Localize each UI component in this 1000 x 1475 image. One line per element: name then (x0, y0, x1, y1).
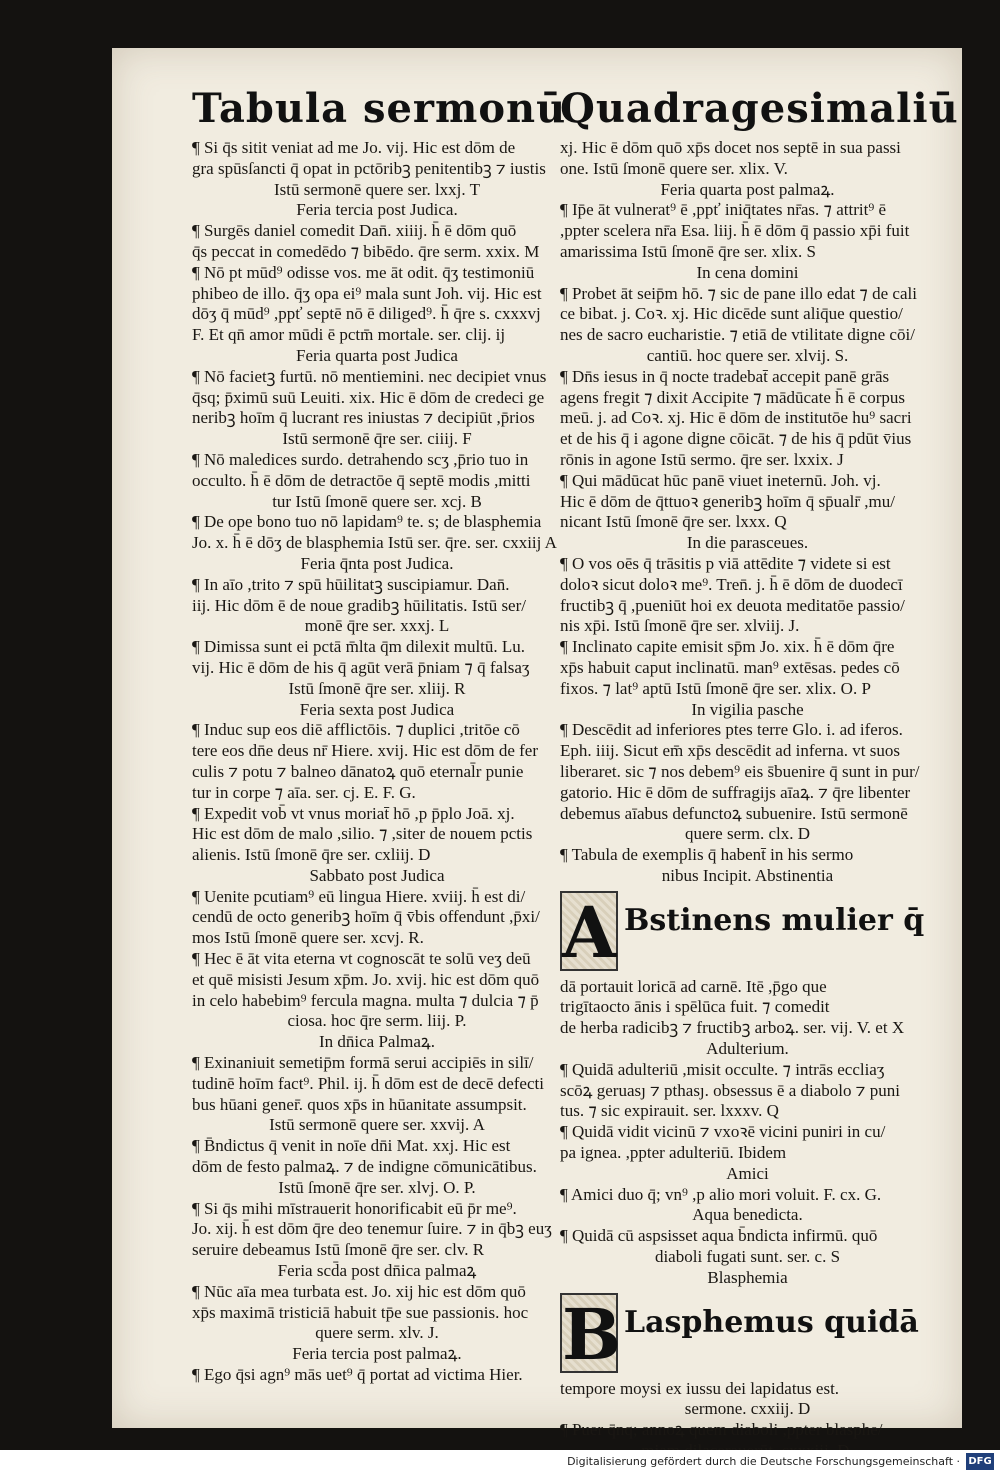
text-line: tur Istū ſmonē quere ser. xcj. B (272, 491, 482, 511)
text-line: cendū de octo generibꝫ hoīm q̄ v̄bis offendunt ,p̄xi/ (192, 907, 540, 927)
text-line: Istū sermonē q̄re ser. ciiij. F (282, 429, 472, 449)
right-column-text-abstinentia (560, 977, 935, 1289)
text-line: ¶ Nō pt mūd⁹ odisse vos. me āt odit. q̄ʒ testimoniū (192, 262, 535, 282)
text-line: meū. j. ad Coꝛ. xj. Hic ē dōm de institutōe hu⁹ sacri (560, 408, 912, 428)
text-line: monē q̄re ser. xxxj. L (304, 616, 450, 636)
text-line: ¶ Quidā cū aspsisset aqua b̄ndicta infirmū. quō (560, 1226, 878, 1246)
text-line: Sabbato post Judica (309, 865, 445, 885)
text-line: Feria sexta post Judica (299, 699, 455, 719)
text-line: in celo habebim⁹ fercula magna. multa ⁊ dulcia ⁊ p̄ (192, 990, 539, 1010)
text-line: ¶ Nō maledices surdo. detrahendo scʒ ,p̄rio tuo in (192, 449, 529, 469)
text-line: alienis. Istū ſmonē q̄re ser. cxliij. D (192, 845, 431, 865)
text-line: Feria quarta post Judica (296, 345, 458, 365)
text-line: F. Et qn̄ amor mūdi ē pctm̄ mortale. ser. clij. ij (192, 325, 506, 345)
text-line: nis xp̄i. Istū ſmonē q̄re ser. xlviij. J. (560, 616, 800, 636)
text-line: trigītaocto ānis i spēlūca fuit. ⁊ comedit (560, 997, 830, 1017)
text-line: Istū ſmonē q̄re ser. xliij. R (288, 678, 466, 698)
initial-block-a (560, 891, 935, 973)
text-line: ¶ Uenite pcutiam⁹ eū lingua Hiere. xviij. h̄ est di/ (192, 886, 526, 906)
text-line: ¶ Amici duo q̄; vn⁹ ,p alio mori voluit. F. cx. G. (560, 1184, 882, 1204)
text-line: ,ppter scelera nr̄a Esa. liij. h̄ ē dōm q̄ passio xp̄i fuit (560, 221, 910, 241)
text-line: amarissima Istū ſmonē q̄re ser. xlix. S (560, 241, 816, 261)
text-line: Jo. xij. h̄ est dōm q̄re deo tenemur ſuire. ⁊ in q̄bꝫ euʒ (192, 1219, 552, 1239)
footer-credit: Digitalisierung gefördert durch die Deutsche Forschungsgemeinschaft · (567, 1455, 960, 1468)
text-line: ¶ De ope bono tuo nō lapidam⁹ te. s; de blasphemia (192, 512, 542, 532)
initial-block-b (560, 1293, 935, 1375)
text-line: ¶ Nūc aīa mea turbata est. Jo. xij hic est dōm quō (192, 1281, 526, 1301)
text-line: de herba radicibꝫ ⁊ fructibꝫ arboꝝ. ser. vij. V. et X (560, 1018, 905, 1038)
text-line: liberaret. sic ⁊ nos debem⁹ eis s̄buenire q̄ sunt in pur/ (560, 761, 920, 781)
footer-bar (0, 1450, 1000, 1475)
text-line: fructibꝫ q̄ ,pueniūt hoi ex deuota meditatōe passio/ (560, 595, 905, 615)
text-line: xj. Hic ē dōm quō xp̄s docet nos septē in sua passi (560, 138, 901, 157)
text-line: xp̄s maximā tristiciā habuit tp̄e sue passionis. hoc (192, 1302, 529, 1322)
text-line: seruire debeamus Istū ſmonē q̄re ser. clv. R (192, 1240, 485, 1260)
text-line: quere serm. clx. D (684, 824, 811, 844)
text-line: Aqua benedicta. (692, 1205, 803, 1225)
text-line: Feria quarta post palmaꝝ. (660, 179, 835, 199)
text-line: ¶ Hec ē āt vita eterna vt cognoscāt te solū veʒ deū (192, 949, 531, 969)
text-line: rōnis in agone Istū sermo. q̄re ser. lxxix. J (560, 449, 844, 469)
text-line: tempore moysi ex iussu dei lapidatus est. (560, 1378, 840, 1398)
text-line: Feria q̄nta post Judica. (300, 553, 454, 573)
text-line: ¶ Probet āt seip̄m hō. ⁊ sic de pane illo edat ⁊ de cali (560, 283, 917, 303)
text-line: quere serm. xlv. J. (315, 1323, 439, 1343)
text-line: one. Istū ſmonē quere ser. xlix. V. (560, 158, 788, 178)
text-line: iij. Hic dōm ē de noue gradibꝫ hūilitatis. Istū ser/ (192, 595, 526, 615)
text-line: Istū ſmonē q̄re ser. xlvj. O. P. (278, 1177, 476, 1197)
text-line: cantiū. hoc quere ser. xlvij. S. (646, 345, 849, 365)
text-line: ¶ B̄ndictus q̄ venit in noīe dn̄i Mat. xxj. Hic est (192, 1136, 511, 1156)
text-line: tur in corpe ⁊ aīa. ser. cj. E. F. G. (192, 782, 416, 802)
text-line: dā portauit loricā ad carnē. Itē ,p̄go que (560, 976, 827, 996)
text-line: nes de sacro eucharistie. ⁊ etiā de vtilitate digne cōi/ (560, 325, 915, 345)
right-column-text (560, 138, 935, 887)
text-line: phibeo de illo. q̄ʒ opa ei⁹ mala sunt Joh. vij. Hic est (192, 283, 542, 303)
text-line: gatorio. Hic ē dōm de suffragijs aīaꝝ. ⁊ q̄re libenter (560, 782, 911, 802)
text-line: diaboli fugati sunt. ser. c. S (654, 1247, 841, 1267)
text-line: ¶ Ego q̄si agn⁹ mās uet⁹ q̄ portat ad victima Hier. (192, 1365, 523, 1385)
text-line: tudinē hoīm fact⁹. Phil. ij. h̄ dōm est de decē defecti (192, 1073, 544, 1093)
text-line: ¶ Si q̄s sitit veniat ad me Jo. vij. Hic est dōm de (192, 138, 516, 157)
right-column-title: Quadragesimaliū (560, 85, 959, 132)
text-line: tere eos dn̄e deus nr̄ Hiere. xvij. Hic est dōm de fer (192, 741, 539, 761)
text-line: ¶ Quidā vidit vicinū ⁊ vxoꝛē vicini puniri in cu/ (560, 1122, 886, 1142)
text-line: ¶ Inclinato capite emisit sp̄m Jo. xix. h̄ ē dōm q̄re (560, 637, 895, 657)
text-line: nicant Istū ſmonē q̄re ser. lxxx. Q (560, 512, 787, 532)
text-line: Feria tercia post palmaꝝ. (292, 1344, 462, 1364)
text-line: doloꝛ sicut doloꝛ me⁹. Tren̄. j. h̄ ē dōm de duodecī (560, 574, 903, 594)
left-column-text (192, 138, 562, 1386)
text-line: Feria scd̄a post dn̄ica palmaꝝ (277, 1261, 477, 1281)
text-line: dōm de festo palmaꝝ. ⁊ de indigne cōmunicātibus. (192, 1157, 537, 1177)
text-line: Blasphemia (707, 1267, 788, 1287)
text-line: ¶ Expedit vob̄ vt vnus moriat̄ hō ,p p̄plo Joā. xj. (192, 803, 515, 823)
text-line: Hic est dōm de malo ,silio. ⁊ ,siter de nouem pctis (192, 824, 533, 844)
text-line: Hic ē dōm de q̄ttuoꝛ generibꝫ hoīm q̄ sp̄ualr̄ ,mu/ (560, 491, 895, 511)
text-line: culis ⁊ potu ⁊ balneo dānatoꝝ quō eternal̄r punie (192, 761, 524, 781)
text-line: vij. Hic ē dōm de his q̄ agūt verā p̄niam ⁊ q̄ falsaʒ (192, 657, 530, 677)
text-line: gra spūsſancti q̄ opat in pctōribꝫ penitentibꝫ ⁊ iustis (192, 158, 546, 178)
text-line: scōꝝ geruasȷ ⁊ pthasȷ. obsessus ē a diabolo ⁊ puni (560, 1080, 900, 1100)
text-line: xp̄s habuit caput inclinatū. man⁹ extēsas. pedes cō (560, 657, 900, 677)
text-line: q̄s peccat in comedēdo ⁊ bibēdo. q̄re serm. xxix. M (192, 241, 540, 261)
text-line: ce bibat. j. Coꝛ. xj. Hic dicēde sunt aliq̄ue questio/ (560, 304, 903, 324)
text-line: In dn̄ica Palmaꝝ. (318, 1032, 436, 1052)
text-line: ¶ Dimissa sunt ei pctā m̄lta q̄m dilexit multū. Lu. (192, 637, 526, 657)
text-line: pa ignea. ,ppter adulteriū. Ibidem (560, 1143, 787, 1163)
text-line: ¶ Si q̄s mihi mīstrauerit honorificabit eū p̄r me⁹. (192, 1198, 517, 1218)
text-line: ¶ In aīo ,trito ⁊ spū hūilitatꝫ suscipiamur. Dan̄. (192, 574, 510, 594)
text-line: Jo. x. h̄ ē dōʒ de blasphemia Istū ser. q̄re. ser. cxxiij A (192, 533, 557, 553)
text-line: ¶ Qui mādūcat hūc panē viuet ineternū. Joh. vj. (560, 470, 881, 490)
text-line: ¶ Descēdit ad inferiores ptes terre Glo. i. ad iferos. (560, 720, 903, 740)
text-line: ¶ Induc sup eos diē afflictōis. ⁊ duplici ,tritōe cō (192, 720, 520, 740)
text-line: ¶ Nō facietꝫ furtū. nō mentiemini. nec decipiet vnus (192, 366, 547, 386)
right-column (560, 84, 959, 1462)
left-column-title: Tabula sermonū (192, 85, 567, 132)
text-line: ¶ Dn̄s iesus in q̄ nocte tradebat̄ accepit panē grās (560, 366, 890, 386)
text-line: Feria tercia post Judica. (296, 200, 458, 220)
text-line: Amici (726, 1163, 769, 1183)
decorated-initial-b: B (562, 1292, 622, 1376)
text-line: et quē misisti Jesum xp̄m. Jo. xvij. hic est dōm quō (192, 969, 540, 989)
text-line: In vigilia pasche (691, 699, 804, 719)
text-line: ¶ Ip̄e āt vulnerat⁹ ē ,ppť iniq̄tates nr̄as. ⁊ attrit⁹ ē (560, 200, 887, 220)
text-line: dōʒ q̄ mūd⁹ ,ppť septē nō ē diliged⁹. h̄ q̄re s. cxxxvj (192, 304, 541, 324)
text-line: fixos. ⁊ lat⁹ aptū Istū ſmonē q̄re ser. xlix. O. P (560, 678, 871, 698)
text-line: Istū sermonē quere ser. lxxj. T (273, 179, 480, 199)
text-line: sermone. cxxiij. D (684, 1399, 811, 1419)
text-line: debemus aīabus defunctoꝝ subuenire. Istū sermonē (560, 803, 908, 823)
text-line: In cena domini (696, 262, 799, 282)
text-line: et de his q̄ i agone digne cōicāt. ⁊ de his q̄ pdūt v̄ius (560, 429, 912, 449)
text-line: tus. ⁊ sic expirauit. ser. lxxxv. Q (560, 1101, 779, 1121)
text-line: ¶ Surgēs daniel comedit Dan̄. xiiij. h̄ ē dōm quō (192, 221, 517, 241)
text-line: q̄sq; p̄ximū suū Leuiti. xix. Hic ē dōm de credeci ge (192, 387, 545, 407)
text-line: In die parasceues. (686, 533, 809, 553)
text-line: Adulterium. (706, 1039, 789, 1059)
text-line: bus hūani gener̄. quos xp̄s in hūanitate assumpsit. (192, 1094, 527, 1114)
left-column (192, 84, 567, 1386)
dfg-logo-icon: DFG (966, 1453, 994, 1470)
decorated-initial-a: A (562, 890, 617, 974)
text-line: neribꝫ hoīm q̄ lucrant res iniustas ⁊ decipiūt ,p̄rios (192, 408, 535, 428)
initial-heading-a: Bstinens mulier q̄ (624, 902, 925, 938)
text-line: mos Istū ſmonē quere ser. xcvj. R. (192, 928, 424, 948)
text-line: ciosa. hoc q̄re serm. liij. P. (287, 1011, 467, 1031)
text-line: agens fregit ⁊ dixit Accipite ⁊ mādūcate h̄ ē corpus (560, 387, 905, 407)
text-line: ¶ Quidā adulteriū ,misit occulte. ⁊ intrās eccliaʒ (560, 1059, 885, 1079)
text-line: Istū sermonē quere ser. xxvij. A (269, 1115, 485, 1135)
text-line: ¶ O vos oēs q̄ trāsitis p viā attēdite ⁊ videte si est (560, 553, 891, 573)
text-line: occulto. h̄ ē dōm de detractōe q̄ septē modis ,mitti (192, 470, 531, 490)
text-line: ¶ Puer q̄nq; annoꝝ quem diaboli ,ppter blasphe/ (560, 1420, 883, 1440)
text-line: ¶ Exinaniuit semetip̄m formā serui accipiēs in silī/ (192, 1053, 534, 1073)
book-page (112, 48, 962, 1440)
initial-heading-b: Lasphemus quidā (624, 1304, 919, 1340)
text-line: Eph. iiij. Sicut em̄ xp̄s descēdit ad inferna. vt suos (560, 741, 900, 761)
text-line: nibus Incipit. Abstinentia (661, 865, 834, 885)
text-line: ¶ Tabula de exemplis q̄ habent̄ in his sermo (560, 845, 854, 865)
